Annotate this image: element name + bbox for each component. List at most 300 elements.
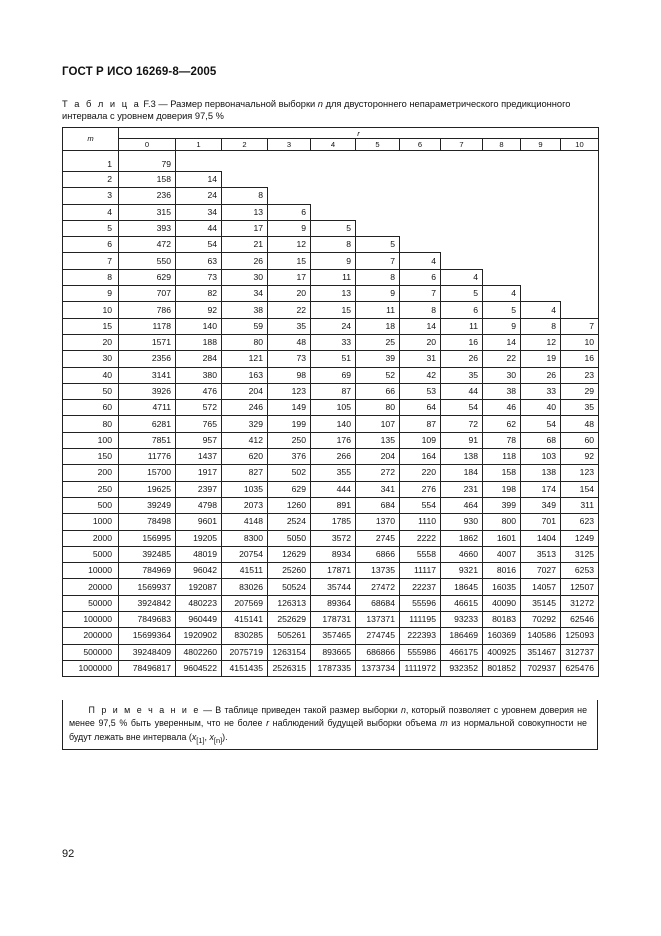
sample-size-cell: 274745 — [356, 628, 400, 644]
sample-size-cell: 98 — [268, 367, 311, 383]
sample-size-cell: 111195 — [400, 612, 441, 628]
sample-size-cell: 156995 — [119, 530, 176, 546]
sample-size-cell: 572 — [176, 400, 222, 416]
note-label: П р и м е ч а н и е — [88, 705, 200, 715]
m-value-cell: 20000 — [63, 579, 119, 595]
empty-cell — [400, 237, 441, 253]
table-row — [63, 432, 599, 448]
table-row — [63, 595, 599, 611]
sample-size-cell: 160369 — [483, 628, 521, 644]
sample-size-cell: 800 — [483, 514, 521, 530]
sample-size-cell: 42 — [400, 367, 441, 383]
r-values-row — [63, 139, 599, 151]
empty-cell — [561, 286, 599, 302]
sample-size-cell: 472 — [119, 237, 176, 253]
sample-size-cell: 6866 — [356, 546, 400, 562]
sample-size-cell: 3926 — [119, 383, 176, 399]
r-value-header: 8 — [483, 139, 521, 151]
sample-size-cell: 1917 — [176, 465, 222, 481]
sample-size-cell: 252629 — [268, 612, 311, 628]
sample-size-cell: 4802260 — [176, 644, 222, 660]
r-value-header: 9 — [521, 139, 561, 151]
sample-size-cell: 6 — [441, 302, 483, 318]
sample-size-cell: 44 — [176, 220, 222, 236]
table-row — [63, 449, 599, 465]
sample-size-cell: 31 — [400, 351, 441, 367]
sample-size-cell: 276 — [400, 481, 441, 497]
sample-size-cell: 33 — [311, 334, 356, 350]
sample-size-cell: 140586 — [521, 628, 561, 644]
sample-size-cell: 8 — [311, 237, 356, 253]
sample-size-cell: 19205 — [176, 530, 222, 546]
sample-size-cell: 1785 — [311, 514, 356, 530]
table-row — [63, 286, 599, 302]
sample-size-cell: 52 — [356, 367, 400, 383]
sample-size-cell: 14 — [400, 318, 441, 334]
sample-size-cell: 20754 — [222, 546, 268, 562]
sample-size-cell: 72 — [441, 416, 483, 432]
note-text-1: — В таблице приведен такой размер выборки — [203, 705, 398, 715]
table-row — [63, 465, 599, 481]
sample-size-cell: 11776 — [119, 449, 176, 465]
sample-size-cell: 23 — [561, 367, 599, 383]
sample-size-cell: 79 — [119, 151, 176, 172]
table-row — [63, 188, 599, 204]
sample-size-cell: 10 — [561, 334, 599, 350]
sample-size-cell: 12 — [268, 237, 311, 253]
sample-size-cell: 80183 — [483, 612, 521, 628]
sample-size-cell: 311 — [561, 497, 599, 513]
m-column-header: m — [63, 128, 119, 151]
sample-size-cell: 932352 — [441, 660, 483, 676]
sample-size-cell: 7027 — [521, 563, 561, 579]
m-value-cell: 9 — [63, 286, 119, 302]
table-row — [63, 644, 599, 660]
table-row — [63, 253, 599, 269]
sample-size-cell: 392485 — [119, 546, 176, 562]
sample-size-cell: 158 — [119, 172, 176, 188]
note-r: r — [266, 718, 270, 729]
sample-size-cell: 78 — [483, 432, 521, 448]
note-x2: x — [209, 731, 214, 742]
empty-cell — [441, 253, 483, 269]
sample-size-cell: 412 — [222, 432, 268, 448]
m-value-cell: 3 — [63, 188, 119, 204]
empty-cell — [311, 172, 356, 188]
sample-size-cell: 9601 — [176, 514, 222, 530]
sample-size-cell: 16035 — [483, 579, 521, 595]
sample-size-cell: 957 — [176, 432, 222, 448]
empty-cell — [441, 151, 483, 172]
empty-cell — [561, 269, 599, 285]
sample-size-cell: 123 — [268, 383, 311, 399]
table-row — [63, 318, 599, 334]
m-value-cell: 40 — [63, 367, 119, 383]
empty-cell — [400, 151, 441, 172]
empty-cell — [521, 220, 561, 236]
sample-size-cell: 38 — [222, 302, 268, 318]
sample-size-cell: 78496817 — [119, 660, 176, 676]
sample-size-cell: 830285 — [222, 628, 268, 644]
sample-size-cell: 93233 — [441, 612, 483, 628]
sample-size-cell: 4151435 — [222, 660, 268, 676]
empty-cell — [441, 204, 483, 220]
sample-size-cell: 16 — [561, 351, 599, 367]
sample-size-cell: 3513 — [521, 546, 561, 562]
m-value-cell: 80 — [63, 416, 119, 432]
sample-size-cell: 35 — [441, 367, 483, 383]
note-text-4: из нормальной совокупности не будут лежать вне интервала ( — [69, 718, 587, 742]
sample-size-cell: 29 — [561, 383, 599, 399]
sample-size-cell: 50524 — [268, 579, 311, 595]
sample-size-cell: 701 — [521, 514, 561, 530]
sample-size-cell: 163 — [222, 367, 268, 383]
m-value-cell: 2000 — [63, 530, 119, 546]
sample-size-cell: 1404 — [521, 530, 561, 546]
sample-size-cell: 1569937 — [119, 579, 176, 595]
empty-cell — [311, 188, 356, 204]
sample-size-cell: 35145 — [521, 595, 561, 611]
sample-size-cell: 138 — [441, 449, 483, 465]
caption-line-2: интервала с уровнем доверия 97,5 % — [62, 110, 224, 121]
empty-cell — [483, 220, 521, 236]
sample-size-cell: 2526315 — [268, 660, 311, 676]
m-value-cell: 10 — [63, 302, 119, 318]
caption-number: F.3 — [143, 99, 156, 109]
sample-size-cell: 107 — [356, 416, 400, 432]
empty-cell — [483, 237, 521, 253]
sample-size-cell: 786 — [119, 302, 176, 318]
sample-size-cell: 629 — [119, 269, 176, 285]
sample-size-cell: 1260 — [268, 497, 311, 513]
empty-cell — [521, 237, 561, 253]
sample-size-cell: 6281 — [119, 416, 176, 432]
sample-size-cell: 15699364 — [119, 628, 176, 644]
sample-size-cell: 13735 — [356, 563, 400, 579]
sample-size-cell: 30 — [222, 269, 268, 285]
sample-size-cell: 80 — [222, 334, 268, 350]
empty-cell — [561, 188, 599, 204]
sample-size-cell: 207569 — [222, 595, 268, 611]
sample-size-cell: 20 — [400, 334, 441, 350]
empty-cell — [356, 188, 400, 204]
sample-size-cell: 250 — [268, 432, 311, 448]
table-row — [63, 514, 599, 530]
empty-cell — [483, 172, 521, 188]
table-row — [63, 151, 599, 172]
empty-cell — [521, 172, 561, 188]
sample-size-cell: 40090 — [483, 595, 521, 611]
m-value-cell: 7 — [63, 253, 119, 269]
table-row — [63, 302, 599, 318]
sample-size-cell: 60 — [561, 432, 599, 448]
sample-size-cell: 1263154 — [268, 644, 311, 660]
sample-size-cell: 20 — [268, 286, 311, 302]
sample-size-cell: 2397 — [176, 481, 222, 497]
note-sub-2: [n] — [213, 735, 223, 745]
sample-size-cell: 8300 — [222, 530, 268, 546]
m-value-cell: 150 — [63, 449, 119, 465]
sample-size-cell: 68684 — [356, 595, 400, 611]
note-comma: , — [204, 731, 210, 742]
sample-size-cell: 26 — [222, 253, 268, 269]
table-caption — [62, 99, 602, 122]
note-n: n — [400, 705, 406, 715]
empty-cell — [268, 188, 311, 204]
m-value-cell: 50000 — [63, 595, 119, 611]
sample-size-cell: 629 — [268, 481, 311, 497]
sample-size-table — [62, 127, 599, 677]
sample-size-cell: 502 — [268, 465, 311, 481]
table-note — [62, 700, 598, 750]
sample-size-cell: 464 — [441, 497, 483, 513]
sample-size-cell: 204 — [356, 449, 400, 465]
sample-size-cell: 2524 — [268, 514, 311, 530]
sample-size-cell: 380 — [176, 367, 222, 383]
sample-size-cell: 1035 — [222, 481, 268, 497]
sample-size-cell: 91 — [441, 432, 483, 448]
m-value-cell: 5 — [63, 220, 119, 236]
sample-size-cell: 137371 — [356, 612, 400, 628]
sample-size-cell: 7851 — [119, 432, 176, 448]
sample-size-cell: 5558 — [400, 546, 441, 562]
sample-size-cell: 9 — [311, 253, 356, 269]
empty-cell — [521, 151, 561, 172]
table-row — [63, 351, 599, 367]
r-column-header: r — [119, 128, 599, 139]
sample-size-cell: 15700 — [119, 465, 176, 481]
m-value-cell: 30 — [63, 351, 119, 367]
r-value-header: 0 — [119, 139, 176, 151]
sample-size-cell: 64 — [400, 400, 441, 416]
sample-size-cell: 550 — [119, 253, 176, 269]
sample-size-cell: 14057 — [521, 579, 561, 595]
sample-size-cell: 8 — [222, 188, 268, 204]
empty-cell — [561, 151, 599, 172]
sample-size-cell: 46 — [483, 400, 521, 416]
sample-size-cell: 135 — [356, 432, 400, 448]
sample-size-cell: 554 — [400, 497, 441, 513]
sample-size-cell: 1111972 — [400, 660, 441, 676]
sample-size-cell: 27472 — [356, 579, 400, 595]
sample-size-cell: 35 — [561, 400, 599, 416]
sample-size-cell: 26 — [521, 367, 561, 383]
sample-size-cell: 39 — [356, 351, 400, 367]
r-value-header: 4 — [311, 139, 356, 151]
sample-size-cell: 8 — [356, 269, 400, 285]
sample-size-cell: 399 — [483, 497, 521, 513]
empty-cell — [521, 253, 561, 269]
sample-size-cell: 312737 — [561, 644, 599, 660]
sample-size-cell: 33 — [521, 383, 561, 399]
table-row — [63, 416, 599, 432]
sample-size-cell: 17871 — [311, 563, 356, 579]
empty-cell — [356, 172, 400, 188]
sample-size-cell: 5050 — [268, 530, 311, 546]
sample-size-cell: 18 — [356, 318, 400, 334]
sample-size-cell: 357465 — [311, 628, 356, 644]
empty-cell — [441, 220, 483, 236]
sample-size-cell: 54 — [521, 416, 561, 432]
sample-size-cell: 73 — [176, 269, 222, 285]
empty-cell — [268, 151, 311, 172]
sample-size-cell: 625476 — [561, 660, 599, 676]
sample-size-cell: 3572 — [311, 530, 356, 546]
sample-size-cell: 66 — [356, 383, 400, 399]
caption-text-1: — Размер первоначальной выборки — [158, 99, 316, 109]
note-text-5: ). — [222, 731, 228, 742]
sample-size-cell: 53 — [400, 383, 441, 399]
sample-size-cell: 222393 — [400, 628, 441, 644]
sample-size-cell: 684 — [356, 497, 400, 513]
sample-size-cell: 893665 — [311, 644, 356, 660]
m-value-cell: 200 — [63, 465, 119, 481]
sample-size-cell: 54 — [441, 400, 483, 416]
sample-size-cell: 59 — [222, 318, 268, 334]
sample-size-cell: 204 — [222, 383, 268, 399]
sample-size-cell: 125093 — [561, 628, 599, 644]
empty-cell — [356, 220, 400, 236]
sample-size-cell: 12 — [521, 334, 561, 350]
sample-size-cell: 198 — [483, 481, 521, 497]
sample-size-cell: 6 — [268, 204, 311, 220]
sample-size-cell: 784969 — [119, 563, 176, 579]
sample-size-cell: 55596 — [400, 595, 441, 611]
sample-size-cell: 476 — [176, 383, 222, 399]
r-value-header: 3 — [268, 139, 311, 151]
sample-size-cell: 1571 — [119, 334, 176, 350]
sample-size-cell: 30 — [483, 367, 521, 383]
sample-size-cell: 35744 — [311, 579, 356, 595]
sample-size-cell: 96042 — [176, 563, 222, 579]
sample-size-cell: 140 — [176, 318, 222, 334]
note-sub-1: [1] — [196, 735, 205, 745]
sample-size-cell: 3141 — [119, 367, 176, 383]
empty-cell — [483, 188, 521, 204]
sample-size-cell: 3924842 — [119, 595, 176, 611]
m-value-cell: 100000 — [63, 612, 119, 628]
sample-size-cell: 164 — [400, 449, 441, 465]
sample-size-cell: 149 — [268, 400, 311, 416]
sample-size-cell: 349 — [521, 497, 561, 513]
sample-size-cell: 2356 — [119, 351, 176, 367]
sample-size-cell: 123 — [561, 465, 599, 481]
table-row — [63, 367, 599, 383]
sample-size-cell: 801852 — [483, 660, 521, 676]
sample-size-cell: 8 — [521, 318, 561, 334]
sample-size-cell: 138 — [521, 465, 561, 481]
sample-size-cell: 351467 — [521, 644, 561, 660]
r-value-header: 10 — [561, 139, 599, 151]
sample-size-cell: 186469 — [441, 628, 483, 644]
r-value-header: 5 — [356, 139, 400, 151]
m-value-cell: 15 — [63, 318, 119, 334]
sample-size-cell: 341 — [356, 481, 400, 497]
sample-size-cell: 24 — [311, 318, 356, 334]
m-value-cell: 200000 — [63, 628, 119, 644]
empty-cell — [400, 188, 441, 204]
sample-size-cell: 827 — [222, 465, 268, 481]
m-value-cell: 10000 — [63, 563, 119, 579]
sample-size-cell: 272 — [356, 465, 400, 481]
table-row — [63, 237, 599, 253]
empty-cell — [483, 151, 521, 172]
sample-size-cell: 376 — [268, 449, 311, 465]
sample-size-cell: 1601 — [483, 530, 521, 546]
r-value-header: 7 — [441, 139, 483, 151]
m-value-cell: 5000 — [63, 546, 119, 562]
sample-size-cell: 7849683 — [119, 612, 176, 628]
table-row — [63, 220, 599, 236]
sample-size-cell: 393 — [119, 220, 176, 236]
sample-size-cell: 4798 — [176, 497, 222, 513]
sample-size-cell: 4711 — [119, 400, 176, 416]
sample-size-cell: 12507 — [561, 579, 599, 595]
sample-size-cell: 13 — [222, 204, 268, 220]
m-value-cell: 500000 — [63, 644, 119, 660]
sample-size-cell: 400925 — [483, 644, 521, 660]
table-row — [63, 334, 599, 350]
m-value-cell: 6 — [63, 237, 119, 253]
sample-size-cell: 83026 — [222, 579, 268, 595]
sample-size-cell: 87 — [400, 416, 441, 432]
empty-cell — [268, 172, 311, 188]
sample-size-cell: 8934 — [311, 546, 356, 562]
m-value-cell: 20 — [63, 334, 119, 350]
table-row — [63, 383, 599, 399]
empty-cell — [356, 204, 400, 220]
sample-size-cell: 7 — [356, 253, 400, 269]
sample-size-cell: 480223 — [176, 595, 222, 611]
caption-n-symbol: n — [317, 99, 323, 109]
m-value-cell: 60 — [63, 400, 119, 416]
sample-size-cell: 329 — [222, 416, 268, 432]
sample-size-cell: 17 — [268, 269, 311, 285]
sample-size-cell: 25 — [356, 334, 400, 350]
sample-size-cell: 31272 — [561, 595, 599, 611]
sample-size-cell: 1787335 — [311, 660, 356, 676]
sample-size-cell: 8 — [400, 302, 441, 318]
sample-size-cell: 960449 — [176, 612, 222, 628]
sample-size-cell: 5 — [441, 286, 483, 302]
sample-size-cell: 9 — [268, 220, 311, 236]
sample-size-cell: 16 — [441, 334, 483, 350]
sample-size-cell: 9604522 — [176, 660, 222, 676]
sample-size-cell: 14 — [483, 334, 521, 350]
sample-size-cell: 620 — [222, 449, 268, 465]
sample-size-cell: 466175 — [441, 644, 483, 660]
sample-size-cell: 34 — [176, 204, 222, 220]
sample-size-cell: 284 — [176, 351, 222, 367]
empty-cell — [483, 253, 521, 269]
empty-cell — [561, 237, 599, 253]
empty-cell — [441, 188, 483, 204]
r-value-header: 6 — [400, 139, 441, 151]
sample-size-cell: 17 — [222, 220, 268, 236]
sample-size-cell: 9 — [356, 286, 400, 302]
m-value-cell: 100 — [63, 432, 119, 448]
table-row — [63, 204, 599, 220]
sample-size-cell: 154 — [561, 481, 599, 497]
sample-size-cell: 6253 — [561, 563, 599, 579]
sample-size-cell: 8016 — [483, 563, 521, 579]
sample-size-cell: 51 — [311, 351, 356, 367]
m-value-cell: 2 — [63, 172, 119, 188]
sample-size-cell: 54 — [176, 237, 222, 253]
sample-size-cell: 118 — [483, 449, 521, 465]
sample-size-cell: 1920902 — [176, 628, 222, 644]
sample-size-cell: 4660 — [441, 546, 483, 562]
